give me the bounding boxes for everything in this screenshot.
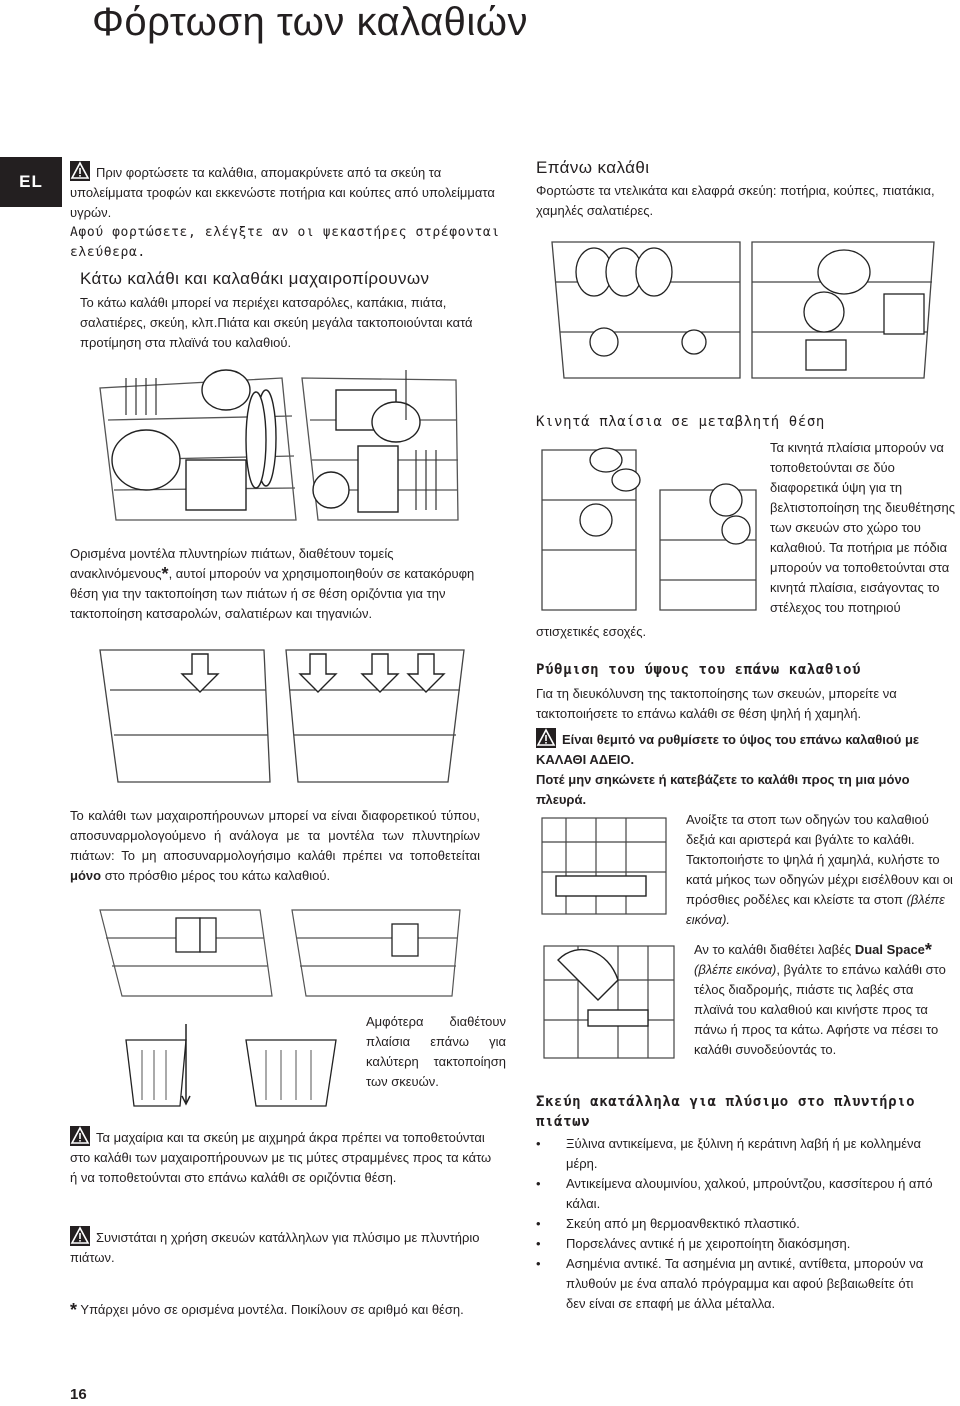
page-title: Φόρτωση των καλαθιών	[92, 0, 528, 44]
movable-racks-heading: Κινητά πλαίσια σε μεταβλητή θέση	[536, 414, 825, 430]
list-item: • Ασημένια αντικέ. Τα ασημένια μη αντικέ, αντίθετα, μπορούν να πλυθούν με ένα απαλό πρόγραμμα και αφού βεβαιωθείτε ότι δεν είναι σε επαφή με άλλα μέταλλα.	[536, 1254, 936, 1314]
warning-icon	[70, 161, 90, 181]
footnote: * Υπάρχει μόνο σε ορισμένα μοντέλα. Ποικίλουν σε αριθμό και θέση.	[70, 1300, 464, 1320]
list-item: • Αντικείμενα αλουμινίου, χαλκού, μπρούντζου, κασσίτερου ή από κάλαι.	[536, 1174, 936, 1214]
asterisk-mark: *	[161, 564, 169, 584]
warning-icon	[70, 1226, 90, 1246]
language-tab: EL	[0, 157, 62, 207]
foldable-racks-figure	[96, 640, 468, 790]
foldable-text: Ορισμένα μοντέλα πλυντηρίων πιάτων, διαθέτουν τομείς ανακλινόμενους*, αυτοί μπορούν να χρησιμοποιηθούν σε κατακόρυφη θέση για την τακτοποίηση των πιάτων ή σε θέση οριζόντια για την τακτοποίηση κατσαρολών, σαλατιέρων και τηγανιών.	[70, 546, 475, 621]
movable-racks-text: Τα κινητά πλαίσια μπορούν να τοποθετούνται σε δύο διαφορετικά ύψη για τη βελτιστοποίηση της διευθέτησης των σκευών στο χώρο του καλαθιού. Τα ποτήρια με πόδια μπορούν να τοποθετούνται στα κινητά πλαίσια, εισάγοντας το στέλεχος του ποτηριού	[770, 440, 955, 615]
upper-basket-figure	[544, 232, 938, 384]
unsuitable-heading: Σκεύη ακατάλληλα για πλύσιμο στο πλυντήριο πιάτων	[536, 1094, 916, 1130]
knives-warning: Τα μαχαίρια και τα σκεύη με αιχμηρά άκρα πρέπει να τοποθετούνται στο καλάθι των μαχαιροπήρουνων με τις μύτες στραμμένες προς τα κάτω ή να τοποθετούνται στο επάνω καλάθι σε οριζόντια θέση.	[70, 1126, 500, 1188]
intro-text: Πριν φορτώσετε τα καλάθια, απομακρύνετε από τα σκεύη τα υπολείμματα τροφών και εκκενώστε ποτήρια και κούπες από υπολείμματα υγρών.	[70, 165, 495, 220]
cutlery-baskets-detail-figure	[116, 1010, 356, 1112]
lower-basket-text: Το κάτω καλάθι μπορεί να περιέχει κατσαρόλες, καπάκια, πιάτα, σαλατιέρες, σκεύη, κλπ.Πιάτα και σκεύη μεγάλα τακτοποιούνται κατά προτίμηση στα πλαϊνά του καλαθιού.	[80, 295, 473, 350]
height-adjust-warning: Είναι θεμιτό να ρυθμίσετε το ύψος του επάνω καλαθιού με ΚΑΛΑΘΙ ΑΔΕΙΟ. Ποτέ μην σηκώνετε ή κατεβάζετε το καλάθι προς τη μια μόνο πλευρά.	[536, 728, 956, 810]
rail-stop-text: Ανοίξτε τα στοπ των οδηγών του καλαθιού δεξιά και αριστερά και βγάλτε το καλάθι. Τακτοποιήστε το ψηλά ή χαμηλά, κυλήστε το κατά μήκος των οδηγών μέχρι εισέλθουν και οι πρόσθιες ροδέλες και κλείστε τα στοπ (βλέπε εικόνα).	[686, 812, 953, 927]
height-adjust-text: Για τη διευκόλυνση της τακτοποίησης των σκευών, μπορείτε να τακτοποιήσετε το επάνω καλάθι σε θέση ψηλή ή χαμηλή.	[536, 686, 897, 721]
height-adjust-heading: Ρύθμιση του ύψους του επάνω καλαθιού	[536, 662, 862, 678]
height-adjust-warning-2: Ποτέ μην σηκώνετε ή κατεβάζετε το καλάθι προς τη μια μόνο πλευρά.	[536, 772, 910, 807]
warning-icon	[536, 728, 556, 748]
intro-warning	[70, 161, 500, 263]
list-item: • Σκεύη από μη θερμοανθεκτικό πλαστικό.	[536, 1214, 936, 1234]
lower-basket-heading: Κάτω καλάθι και καλαθάκι μαχαιροπίρουνων	[80, 269, 430, 288]
movable-racks-text-end: στισχετικές εσοχές.	[536, 624, 647, 639]
dual-space-figure	[538, 940, 680, 1064]
cutlery-text: Το καλάθι των μαχαιροπήρουνων μπορεί να είναι διαφορετικού τύπου, αποσυναρμολογούμενο ή ανάλογα με τα μοντέλα των πλυντηρίων πιάτων: Το μη αποσυναρμολογήσιμο καλάθι πρέπει να τοποθετείται μόνο στο πρόσθιο μέρος του κάτω καλαθιού.	[70, 808, 480, 883]
upper-basket-text: Φορτώστε τα ντελικάτα και ελαφρά σκεύη: ποτήρια, κούπες, πιατάκια, χαμηλές σαλατιέρες.	[536, 183, 935, 218]
dual-space-text: Αν το καλάθι διαθέτει λαβές Dual Space* (βλέπε εικόνα), βγάλτε το επάνω καλάθι στο τέλος διαδρομής, πιάστε τις λαβές στα πλαϊνά του καλαθιού και κινήστε προς τα πάνω ή προς τα κάτω. Αφήστε να πέσει το καλάθι συνοδεύοντάς το.	[694, 940, 946, 1057]
rail-stop-figure	[536, 812, 672, 922]
asterisk-mark: *	[924, 940, 932, 960]
intro-check-text: Αφού φορτώσετε, ελέγξτε αν οι ψεκαστήρες στρέφονται ελεύθερα.	[70, 225, 500, 260]
list-item: • Ξύλινα αντικείμενα, με ξύλινη ή κεράτινη λαβή ή με κολλημένα μέρη.	[536, 1134, 936, 1174]
warning-icon	[70, 1126, 90, 1146]
lower-basket-figure	[96, 360, 468, 530]
both-baskets-text: Αμφότερα διαθέτουν πλαίσια επάνω για καλύτερη τακτοποίηση των σκευών.	[366, 1014, 506, 1089]
upper-basket-heading: Επάνω καλάθι	[536, 158, 650, 177]
cutlery-basket-figure	[96, 898, 466, 1006]
asterisk-mark: *	[70, 1300, 78, 1320]
suitable-warning: Συνιστάται η χρήση σκευών κατάλληλων για πλύσιμο με πλυντήριο πιάτων.	[70, 1226, 500, 1268]
movable-racks-figure	[536, 440, 762, 618]
unsuitable-list	[536, 1134, 936, 1314]
list-item: • Πορσελάνες αντικέ ή με χειροποίητη διακόσμηση.	[536, 1234, 936, 1254]
page-number: 16	[70, 1386, 87, 1403]
